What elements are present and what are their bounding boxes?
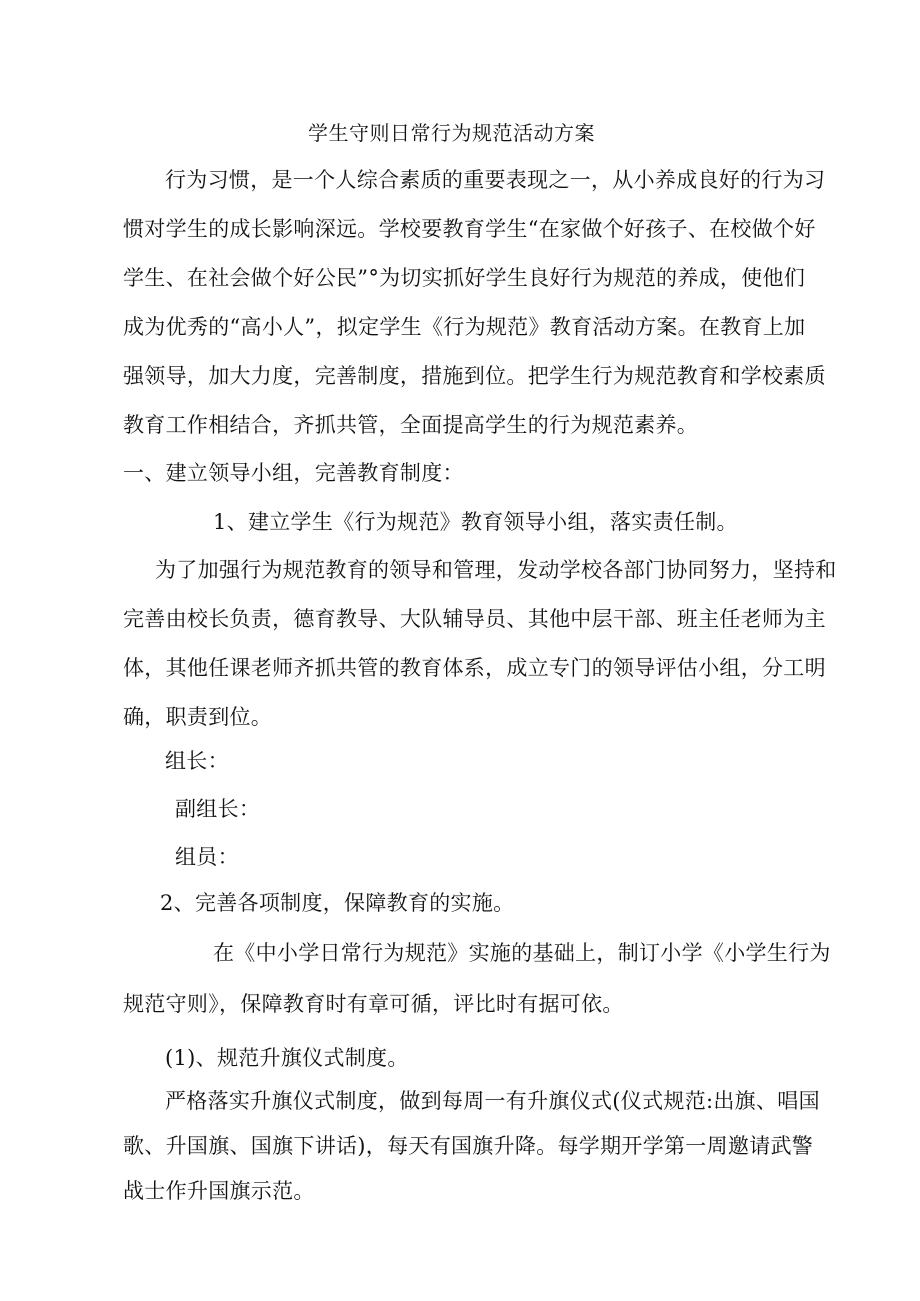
para-line-3: 体，其他任课老师齐抓共管的教育体系，成立专门的领导评估小组，分工明 [123, 656, 826, 680]
item-2-line-2: 规范守则》，保障教育时有章可循，评比时有据可依。 [123, 992, 624, 1016]
para-line-1: 为了加强行为规范教育的领导和管理，发动学校各部门协同努力，坚持和 [155, 558, 837, 582]
intro-line-3: 学生、在社会做个好公民”°为切实抓好学生良好行为规范的养成，使他们 [123, 266, 806, 290]
item-2: 2、完善各项制度，保障教育的实施。 [160, 891, 515, 915]
intro-line-6: 教育工作相结合，齐抓共管，全面提高学生的行为规范素养。 [123, 413, 699, 437]
document-title: 学生守则日常行为规范活动方案 [308, 121, 595, 145]
intro-line-5: 强领导，加大力度，完善制度，措施到位。把学生行为规范教育和学校素质 [123, 364, 826, 388]
sub-item-1-line-3: 战士作升国旗示范。 [123, 1179, 315, 1203]
item-2-line-1: 在《中小学日常行为规范》实施的基础上，制订小学《小学生行为 [213, 941, 831, 965]
deputy-label: 副组长： [175, 797, 261, 821]
section-heading: 一、建立领导小组，完善教育制度： [123, 461, 464, 485]
sub-item-1: (1)、规范升旗仪式制度。 [165, 1046, 409, 1070]
sub-item-1-line-2: 歌、升国旗、国旗下讲话)，每天有国旗升降。每学期开学第一周邀请武警 [123, 1134, 814, 1158]
intro-line-4: 成为优秀的“高小人”，拟定学生《行为规范》教育活动方案。在教育上加 [123, 315, 806, 339]
intro-line-2: 惯对学生的成长影响深远。学校要教育学生“在家做个好孩子、在校做个好 [123, 217, 816, 241]
sub-item-1-line-1: 严格落实升旗仪式制度，做到每周一有升旗仪式(仪式规范:出旗、唱国 [165, 1089, 820, 1113]
leader-label: 组长： [165, 749, 229, 773]
members-label: 组员： [175, 845, 239, 869]
para-line-2: 完善由校长负责，德育教导、大队辅导员、其他中层干部、班主任老师为主 [123, 607, 826, 631]
item-1: 1、建立学生《行为规范》教育领导小组，落实责任制。 [213, 510, 738, 534]
intro-line-1: 行为习惯，是一个人综合素质的重要表现之一，从小养成良好的行为习 [165, 168, 826, 192]
para-line-4: 确，职责到位。 [123, 705, 273, 729]
